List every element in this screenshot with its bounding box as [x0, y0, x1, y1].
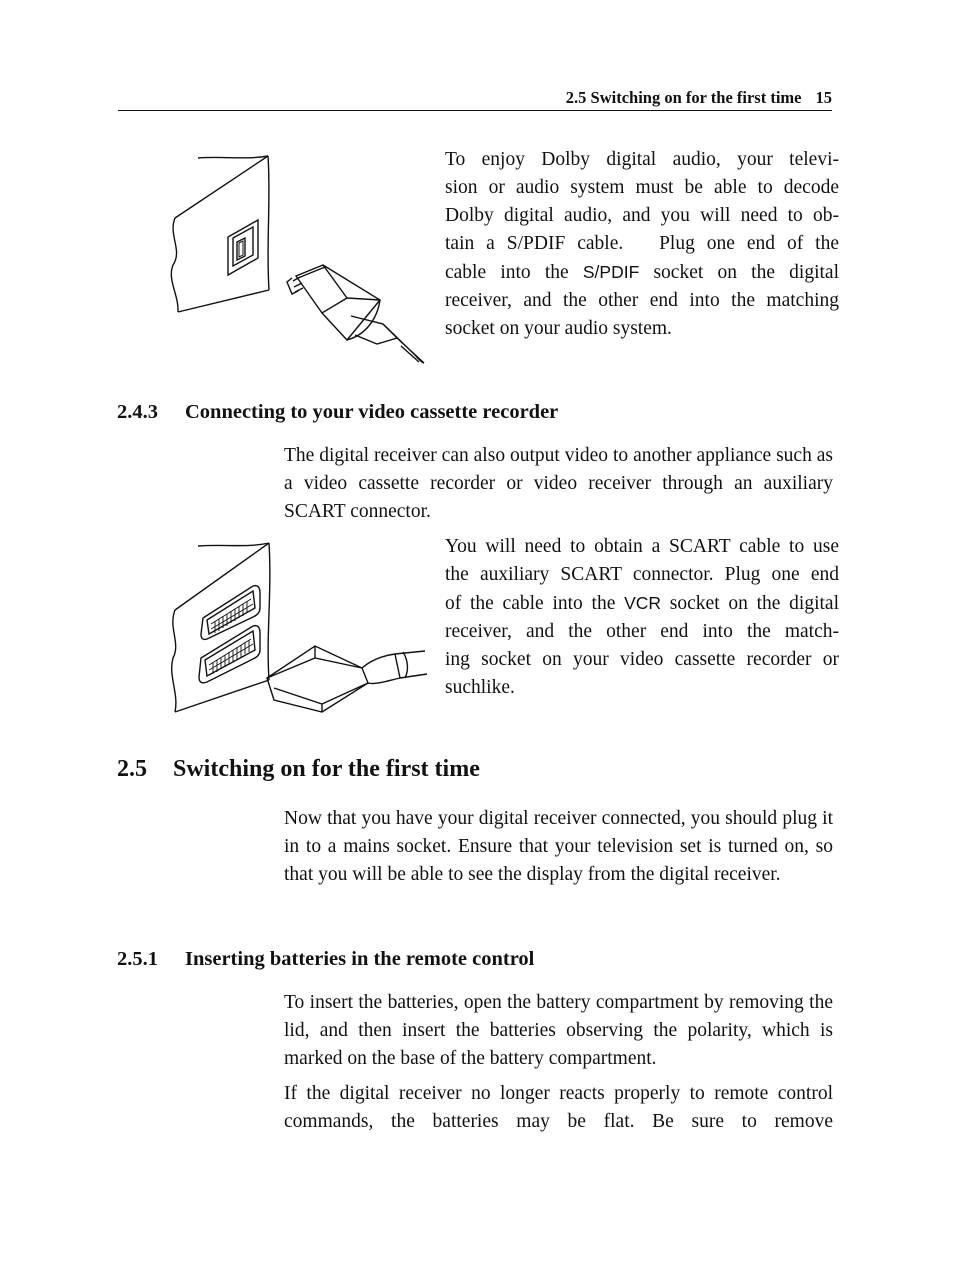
spdif-text: cable into the: [445, 262, 583, 283]
vcr-text: socket on the digital: [661, 593, 839, 614]
switching-on-paragraph: Now that you have your digital receiver connected, you should plug it in to a mains socket. Ensure that your television set is turned on, so that you will be able to see the display from the digital receiver.: [284, 808, 833, 885]
spdif-line: Dolby digital audio, and you will need to ob-: [445, 205, 839, 226]
section-number: 2.4.3: [117, 401, 158, 423]
vcr-line: You will need to obtain a SCART cable to use: [445, 536, 839, 557]
vcr-intro-paragraph: The digital receiver can also output video to another appliance such as a video cassette recorder or video receiver through an auxiliary SCART connector.: [284, 445, 833, 522]
vcr-line: ing socket on your video cassette recorder or: [445, 649, 839, 670]
running-header: [118, 86, 832, 111]
vcr-socket-name: VCR: [624, 593, 662, 613]
section-number: 2.5: [117, 756, 147, 782]
vcr-cable-paragraph: [445, 533, 839, 702]
vcr-line: receiver, and the other end into the match-: [445, 621, 839, 642]
spdif-text: socket on the digital: [639, 262, 840, 283]
spdif-paragraph: [445, 146, 839, 343]
vcr-line: the auxiliary SCART connector. Plug one end: [445, 564, 839, 585]
scart-illustration: [165, 538, 435, 723]
spdif-socket-name: S/PDIF: [582, 262, 640, 282]
section-title: Connecting to your video cassette recorder: [185, 401, 559, 423]
vcr-text: of the cable into the: [445, 593, 625, 614]
page-number: 15: [815, 88, 832, 107]
spdif-line: To enjoy Dolby digital audio, your televi-: [445, 149, 839, 170]
header-section-title: 2.5 Switching on for the first time: [565, 88, 802, 107]
spdif-line: receiver, and the other end into the matching: [445, 290, 839, 311]
spdif-illustration: [165, 150, 435, 370]
spdif-line: sion or audio system must be able to decode: [445, 177, 839, 198]
spdif-line: socket on your audio system.: [445, 318, 672, 339]
vcr-line: suchlike.: [445, 677, 515, 698]
section-title: Inserting batteries in the remote control: [185, 948, 535, 970]
flat-batteries-paragraph: If the digital receiver no longer reacts properly to remote control commands, the batteries may be flat. Be sure to remove: [284, 1083, 833, 1132]
batteries-paragraph: To insert the batteries, open the battery compartment by removing the lid, and then insert the batteries observing the polarity, which is marked on the base of the battery compartment.: [284, 992, 833, 1069]
spdif-line: [445, 258, 839, 287]
spdif-line: tain a S/PDIF cable. Plug one end of the: [445, 233, 839, 254]
section-heading-2-5: [117, 753, 480, 785]
section-heading-2-4-3: [117, 398, 558, 426]
section-number: 2.5.1: [117, 948, 158, 970]
section-title: Switching on for the first time: [173, 756, 480, 782]
section-heading-2-5-1: [117, 945, 534, 973]
vcr-line: [445, 589, 839, 618]
